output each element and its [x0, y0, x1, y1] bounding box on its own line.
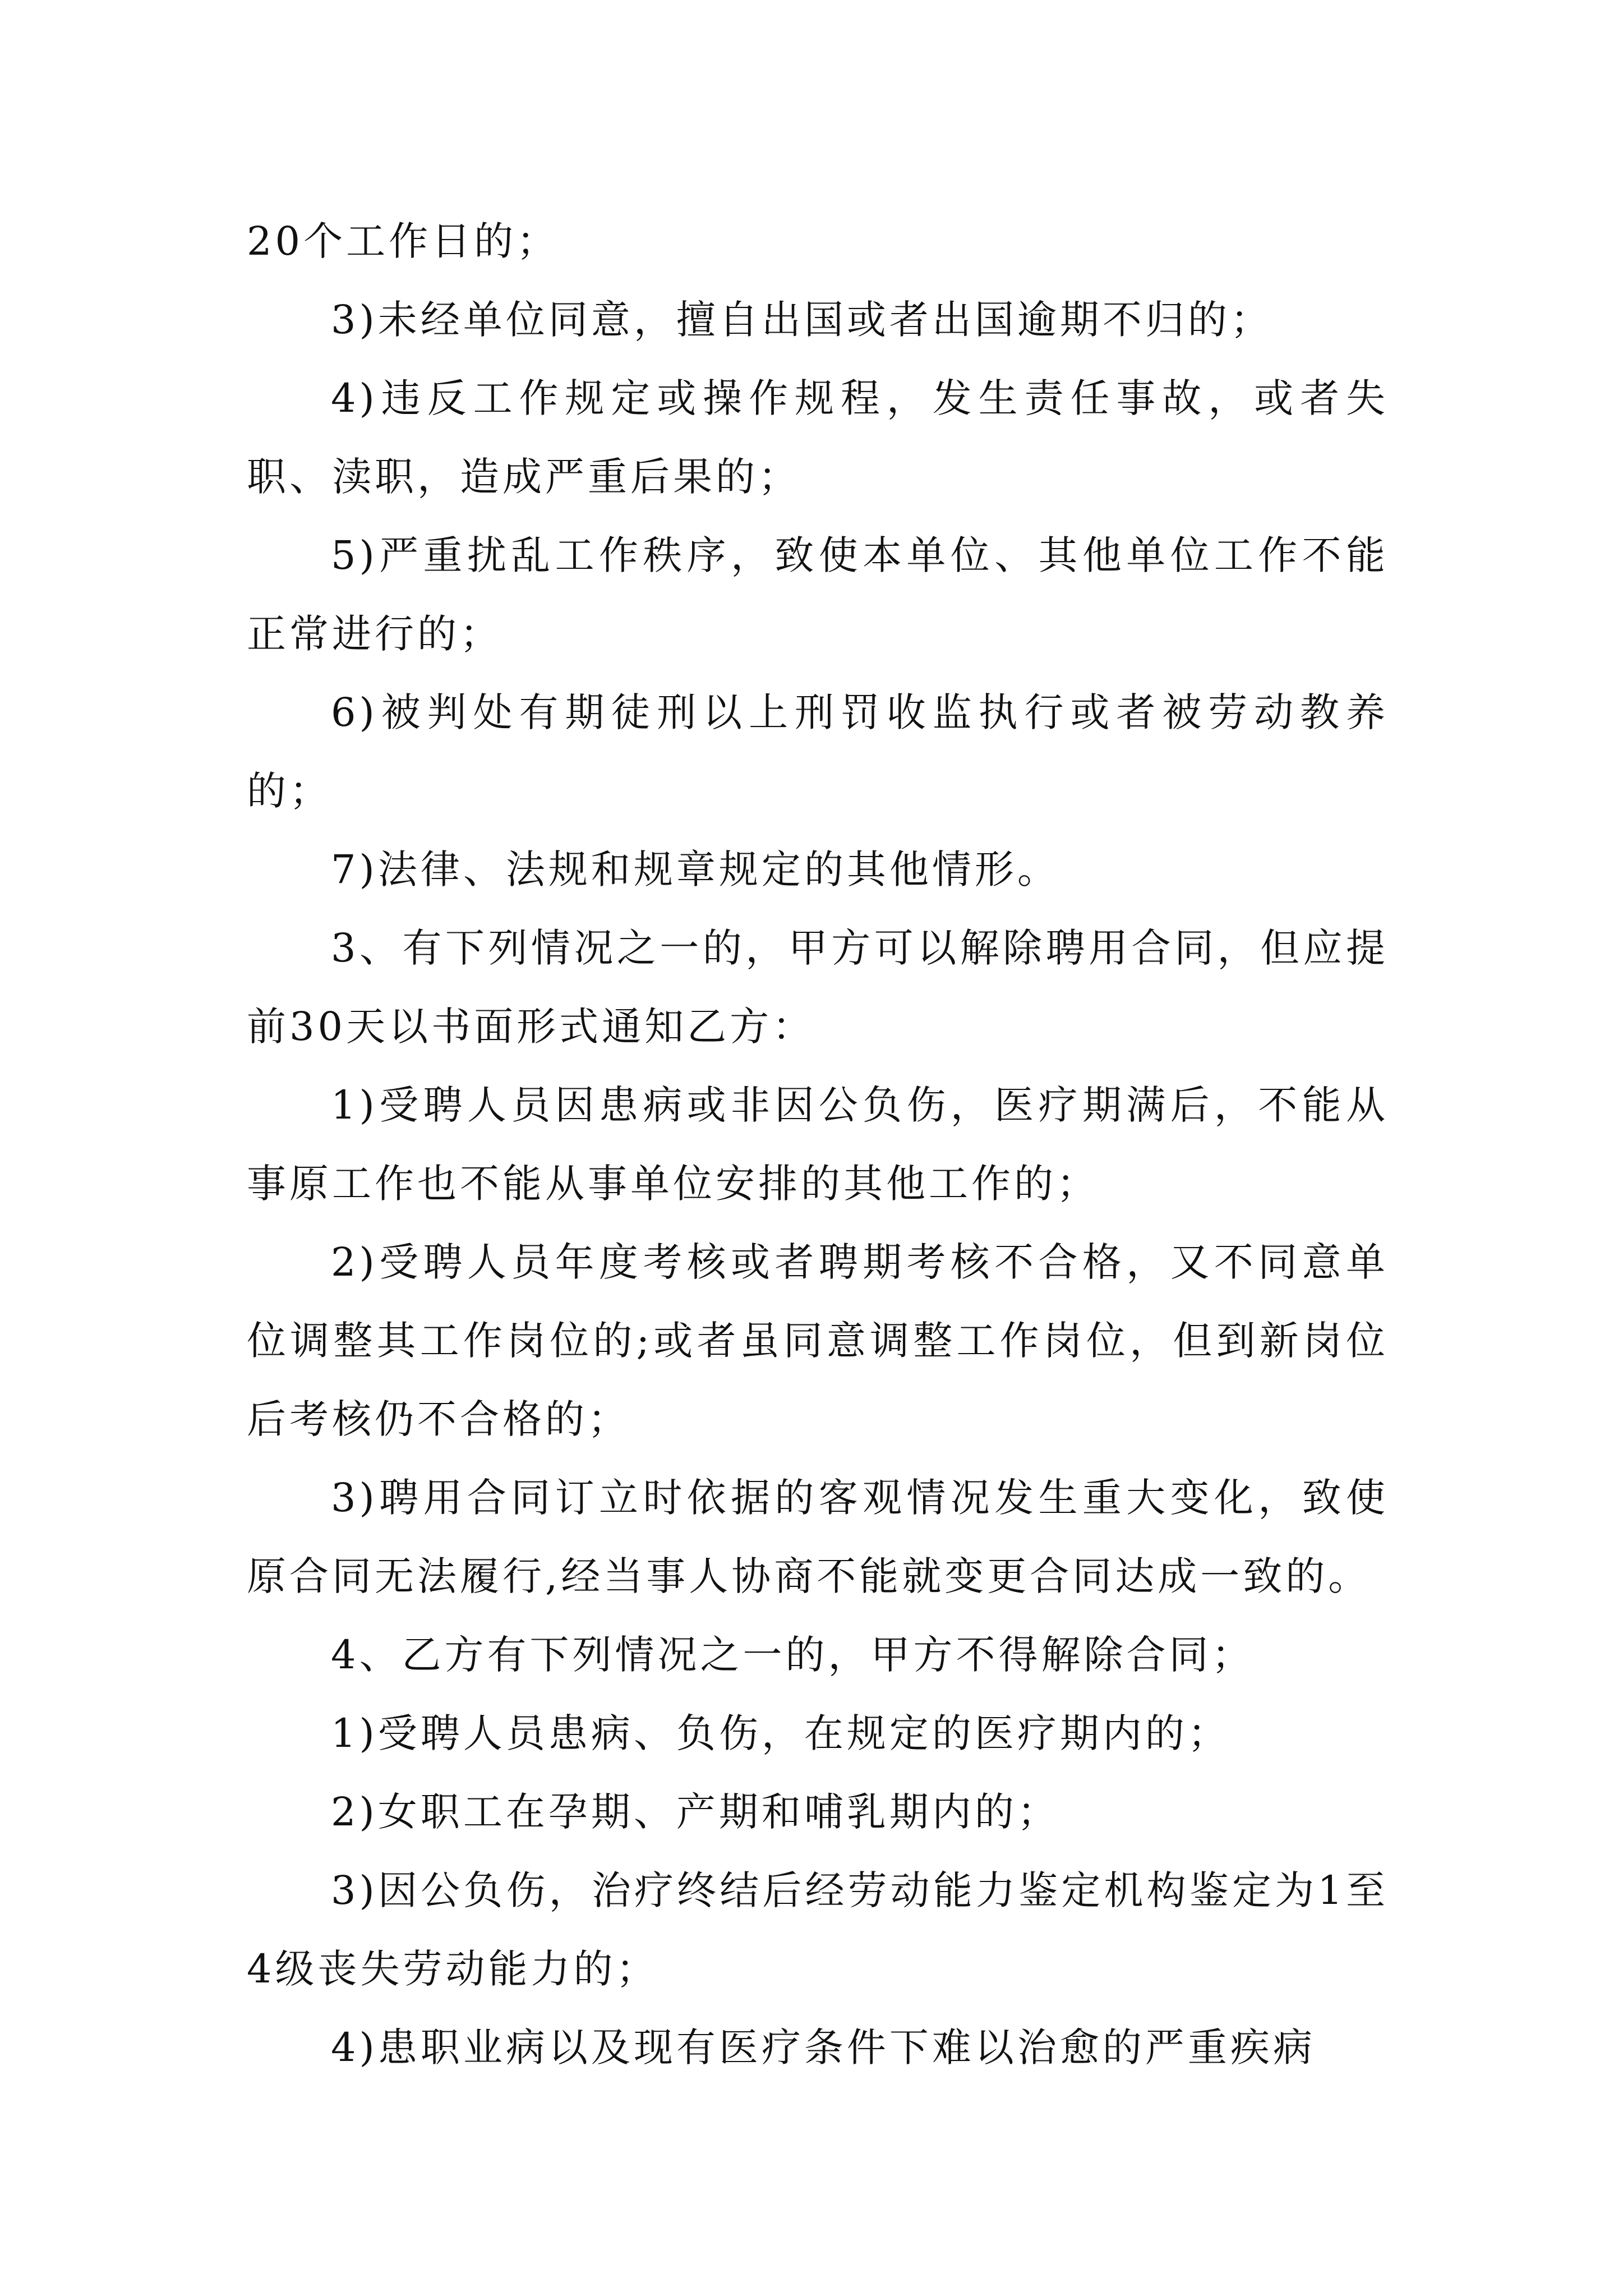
- paragraph-2: 3)未经单位同意，擅自出国或者出国逾期不归的；: [331, 297, 1273, 343]
- document-body: [247, 202, 1389, 2087]
- paragraph-12: 1)受聘人员患病、负伤，在规定的医疗期内的；: [331, 1710, 1230, 1756]
- paragraph-15: 4)患职业病以及现有医疗条件下难以治愈的严重疾病: [331, 2024, 1316, 2070]
- paragraph-7: 3、有下列情况之一的，甲方可以解除聘用合同，但应提前30天以书面形式通知乙方：: [247, 925, 1389, 1050]
- paragraph-11: 4、乙方有下列情况之一的，甲方不得解除合同；: [331, 1632, 1255, 1678]
- paragraph-13: 2)女职工在孕期、产期和哺乳期内的；: [331, 1789, 1060, 1835]
- paragraph-5: 6)被判处有期徒刑以上刑罚收监执行或者被劳动教养的；: [247, 689, 1389, 814]
- paragraph-8: 1)受聘人员因患病或非因公负伤，医疗期满后，不能从事原工作也不能从事单位安排的其他工作的；: [247, 1082, 1389, 1207]
- paragraph-14: 3)因公负伤，治疗终结后经劳动能力鉴定机构鉴定为1至4级丧失劳动能力的；: [247, 1867, 1389, 1992]
- paragraph-6: 7)法律、法规和规章规定的其他情形。: [331, 846, 1060, 892]
- paragraph-4: 5)严重扰乱工作秩序，致使本单位、其他单位工作不能正常进行的；: [247, 532, 1389, 657]
- paragraph-9: 2)受聘人员年度考核或者聘期考核不合格，又不同意单位调整其工作岗位的;或者虽同意调整工作岗位，但到新岗位后考核仍不合格的；: [247, 1239, 1389, 1442]
- paragraph-3: 4)违反工作规定或操作规程，发生责任事故，或者失职、渎职，造成严重后果的；: [247, 375, 1389, 500]
- paragraph-10: 3)聘用合同订立时依据的客观情况发生重大变化，致使原合同无法履行,经当事人协商不能就变更合同达成一致的。: [247, 1475, 1389, 1599]
- paragraph-1: 20个工作日的；: [247, 218, 560, 264]
